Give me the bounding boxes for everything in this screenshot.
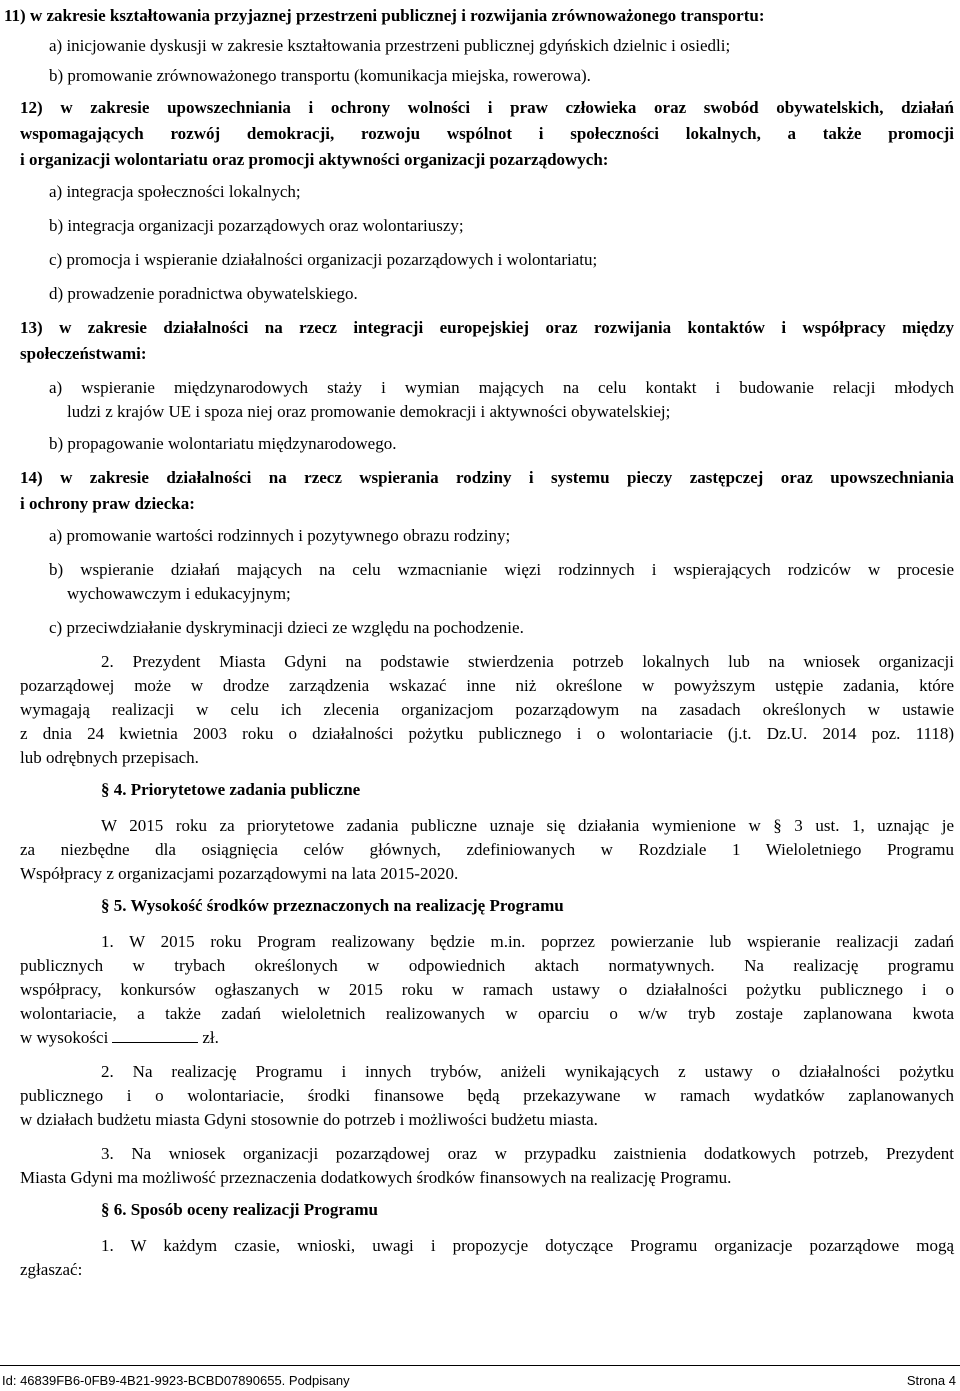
section-5-p3-line-2: Miasta Gdyni ma możliwość przeznaczenia dodatkowych środków finansowych na realizację Programu.	[20, 1168, 732, 1187]
item-12-b: b) integracja organizacji pozarządowych oraz wolontariuszy;	[49, 216, 464, 235]
para-2-line-3: wymagają realizacji w celu ich zlecenia organizacjom pozarządowym na zasadach określonych w ustawie	[20, 700, 954, 719]
item-14-b-line-1: b) wspieranie działań mających na celu wzmacnianie więzi rodzinnych i wspierających rodziców w procesie	[49, 560, 954, 579]
section-4-line-2: za niezbędne dla osiągnięcia celów głównych, zdefiniowanych w Rozdziale 1 Wieloletniego Programu	[20, 840, 954, 859]
item-12-heading-line-2: wspomagających rozwój demokracji, rozwoju wspólnot i społeczności lokalnych, a także promocji	[20, 124, 954, 143]
item-13-b: b) propagowanie wolontariatu międzynarodowego.	[49, 434, 397, 453]
item-13-a-line-2: ludzi z krajów UE i spoza niej oraz promowanie demokracji i aktywności obywatelskiej;	[67, 402, 671, 421]
item-14-c: c) przeciwdziałanie dyskryminacji dzieci ze względu na pochodzenie.	[49, 618, 524, 637]
section-5-p1-line-3: współpracy, konkursów ogłaszanych w 2015 roku w ramach ustawy o działalności pożytku publicznego i o	[20, 980, 954, 999]
para-2-line-4: z dnia 24 kwietnia 2003 roku o działalności pożytku publicznego i o wolontariacie (j.t. Dz.U. 2014 poz. 1118)	[20, 724, 954, 743]
section-6-line-2: zgłaszać:	[20, 1260, 83, 1279]
para-2-line-1: 2. Prezydent Miasta Gdyni na podstawie stwierdzenia potrzeb lokalnych lub na wniosek organizacji	[101, 652, 954, 671]
footer-divider	[0, 1365, 960, 1366]
section-4-line-1: W 2015 roku za priorytetowe zadania publiczne uznaje się działania wymienione w § 3 ust. 1, uznając je	[101, 816, 954, 835]
section-5-p1-line-1: 1. W 2015 roku Program realizowany będzie m.in. poprzez powierzanie lub wspieranie realizacji zadań	[101, 932, 954, 951]
item-13-a-line-1: a) wspieranie międzynarodowych staży i wymian mających na celu kontakt i budowanie relacji młodych	[49, 378, 954, 397]
amount-currency: zł.	[202, 1028, 219, 1047]
amount-label: w wysokości	[20, 1028, 109, 1047]
section-5-title: § 5. Wysokość środków przeznaczonych na realizację Programu	[101, 896, 564, 915]
section-4-title: § 4. Priorytetowe zadania publiczne	[101, 780, 361, 799]
section-6-title: § 6. Sposób oceny realizacji Programu	[101, 1200, 379, 1219]
item-12-heading-line-1: 12) w zakresie upowszechniania i ochrony wolności i praw człowieka oraz swobód obywatelskich, działań	[20, 98, 954, 117]
item-12-a: a) integracja społeczności lokalnych;	[49, 182, 301, 201]
section-5-p2-line-2: publicznego i o wolontariacie, środki finansowe będą przekazywane w ramach wydatków zaplanowanych	[20, 1086, 954, 1105]
para-2-line-5: lub odrębnych przepisach.	[20, 748, 199, 767]
item-13-heading-line-1: 13) w zakresie działalności na rzecz integracji europejskiej oraz rozwijania kontaktów i współpracy między	[20, 318, 954, 337]
item-14-b-line-2: wychowawczym i edukacyjnym;	[67, 584, 291, 603]
item-11-heading: 11) w zakresie kształtowania przyjaznej przestrzeni publicznej i rozwijania zrównoważonego transportu:	[4, 6, 765, 25]
item-12-d: d) prowadzenie poradnictwa obywatelskiego.	[49, 284, 358, 303]
item-13-heading-line-2: społeczeństwami:	[20, 344, 147, 363]
section-5-p1-line-2: publicznych w trybach określonych w odpowiednich aktach normatywnych. Na realizację programu	[20, 956, 954, 975]
para-2-line-2: pozarządowej może w drodze zarządzenia wskazać inne niż określone w powyższym ustępie zadania, które	[20, 676, 954, 695]
footer-document-id: Id: 46839FB6-0FB9-4B21-9923-BCBD07890655. Podpisany	[2, 1373, 350, 1388]
section-4-line-3: Współpracy z organizacjami pozarządowymi na lata 2015-2020.	[20, 864, 459, 883]
section-5-p3-line-1: 3. Na wniosek organizacji pozarządowej oraz w przypadku zaistnienia dodatkowych potrzeb, Prezydent	[101, 1144, 954, 1163]
item-12-c: c) promocja i wspieranie działalności organizacji pozarządowych i wolontariatu;	[49, 250, 598, 269]
section-5-p2-line-3: w działach budżetu miasta Gdyni stosownie do potrzeb i możliwości budżetu miasta.	[20, 1110, 598, 1129]
section-5-p1-line-5	[20, 1028, 219, 1048]
section-5-p2-line-1: 2. Na realizację Programu i innych trybów, aniżeli wynikających z ustawy o działalności pożytku	[101, 1062, 954, 1081]
item-14-heading-line-1: 14) w zakresie działalności na rzecz wspierania rodziny i systemu pieczy zastępczej oraz upowszechniania	[20, 468, 954, 487]
item-11-a: a) inicjowanie dyskusji w zakresie kształtowania przestrzeni publicznej gdyńskich dzielnic i osiedli;	[49, 36, 731, 55]
section-6-line-1: 1. W każdym czasie, wnioski, uwagi i propozycje dotyczące Programu organizacje pozarządowe mogą	[101, 1236, 954, 1255]
amount-blank-line	[112, 1028, 198, 1043]
item-14-heading-line-2: i ochrony praw dziecka:	[20, 494, 195, 513]
footer-page-number: Strona 4	[906, 1373, 956, 1388]
section-5-p1-line-4: wolontariacie, a także zadań wieloletnich realizowanych w oparciu o w/w tryb zostaje zaplanowana kwota	[20, 1004, 954, 1023]
item-14-a: a) promowanie wartości rodzinnych i pozytywnego obrazu rodziny;	[49, 526, 511, 545]
item-11-b: b) promowanie zrównoważonego transportu (komunikacja miejska, rowerowa).	[49, 66, 591, 85]
item-12-heading-line-3: i organizacji wolontariatu oraz promocji aktywności organizacji pozarządowych:	[20, 150, 609, 169]
